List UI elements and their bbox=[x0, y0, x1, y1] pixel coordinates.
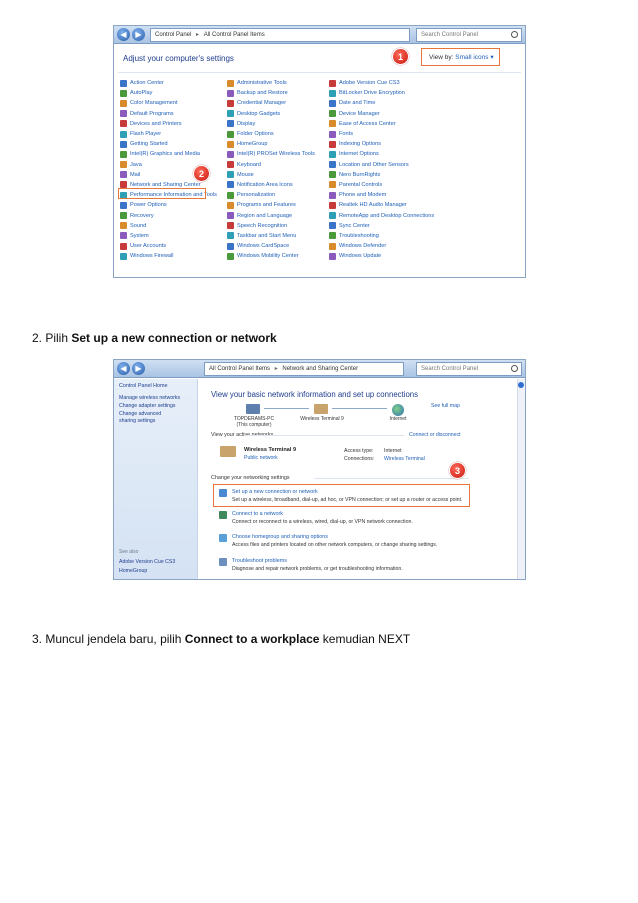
homegroup-icon bbox=[219, 534, 227, 542]
control-panel-item-icon bbox=[120, 243, 127, 250]
control-panel-item[interactable] bbox=[227, 129, 342, 139]
control-panel-item-label: User Accounts bbox=[130, 243, 167, 250]
control-panel-item-label: Color Management bbox=[130, 100, 178, 107]
computer-name: TOPDERAMS-PC bbox=[233, 416, 275, 422]
help-icon[interactable] bbox=[518, 382, 524, 388]
connections-label: Connections: bbox=[344, 456, 375, 462]
control-panel-item[interactable] bbox=[120, 119, 235, 129]
control-panel-item[interactable] bbox=[120, 109, 235, 119]
control-panel-item-icon bbox=[329, 202, 336, 209]
control-panel-item-icon bbox=[227, 222, 234, 229]
control-panel-item-icon bbox=[329, 80, 336, 87]
divider bbox=[244, 435, 404, 436]
connect-disconnect-link[interactable]: Connect or disconnect bbox=[409, 432, 461, 438]
control-panel-item[interactable] bbox=[329, 119, 444, 129]
control-panel-item-icon bbox=[227, 151, 234, 158]
troubleshoot-icon bbox=[219, 558, 227, 566]
control-panel-item-label: Date and Time bbox=[339, 100, 376, 107]
connection-line bbox=[332, 408, 387, 409]
control-panel-item-icon bbox=[227, 131, 234, 138]
control-panel-item-label: Flash Player bbox=[130, 131, 162, 138]
internet-label: Internet bbox=[389, 416, 407, 422]
computer-label bbox=[224, 416, 284, 428]
control-panel-item[interactable] bbox=[120, 251, 235, 261]
control-panel-item-label: Folder Options bbox=[237, 131, 274, 138]
control-panel-item[interactable] bbox=[227, 88, 342, 98]
control-panel-item[interactable] bbox=[227, 251, 342, 261]
computer-sub: (This computer) bbox=[236, 422, 272, 428]
control-panel-item-label: System bbox=[130, 232, 149, 239]
access-info bbox=[344, 447, 425, 463]
control-panel-item-icon bbox=[120, 253, 127, 260]
control-panel-item[interactable] bbox=[329, 170, 444, 180]
control-panel-item-label: Intel(R) Graphics and Media bbox=[130, 151, 200, 158]
control-panel-item-label: Fonts bbox=[339, 131, 353, 138]
control-panel-item[interactable] bbox=[227, 221, 342, 231]
breadcrumb-item[interactable]: All Control Panel Items bbox=[209, 366, 271, 372]
control-panel-item[interactable] bbox=[227, 200, 342, 210]
search-input[interactable] bbox=[416, 362, 522, 376]
control-panel-item-label: Ease of Access Center bbox=[339, 120, 396, 127]
control-panel-item-label: Credential Manager bbox=[237, 100, 287, 107]
control-panel-item-label: Display bbox=[237, 120, 256, 127]
highlight-box-view-by bbox=[421, 48, 500, 66]
control-panel-item-icon bbox=[329, 181, 336, 188]
control-panel-item[interactable] bbox=[120, 221, 235, 231]
caption-bold-text: Set up a new connection or network bbox=[71, 331, 277, 345]
control-panel-item-label: RemoteApp and Desktop Connections bbox=[339, 212, 435, 219]
breadcrumb-chevron-icon: ▸ bbox=[196, 32, 200, 38]
control-panel-item-label: Devices and Printers bbox=[130, 120, 182, 127]
title-bar bbox=[114, 360, 525, 378]
control-panel-item[interactable] bbox=[227, 109, 342, 119]
control-panel-item-label: Action Center bbox=[130, 80, 164, 87]
control-panel-item[interactable] bbox=[227, 170, 342, 180]
control-panel-item[interactable] bbox=[329, 129, 444, 139]
network-bench-icon bbox=[220, 446, 236, 457]
control-panel-item-icon bbox=[227, 161, 234, 168]
task-link[interactable]: Set up a new connection or network bbox=[232, 489, 318, 495]
connect-network-icon bbox=[219, 511, 227, 519]
control-panel-item-icon bbox=[329, 131, 336, 138]
active-networks-header: View your active networks bbox=[211, 432, 274, 438]
control-panel-item-icon bbox=[227, 141, 234, 148]
control-panel-item-label: Backup and Restore bbox=[237, 90, 288, 97]
control-panel-item-icon bbox=[329, 222, 336, 229]
back-button[interactable]: ◀ bbox=[117, 28, 130, 41]
control-panel-item-icon bbox=[329, 212, 336, 219]
search-icon[interactable] bbox=[511, 31, 518, 38]
control-panel-item-label: Mouse bbox=[237, 171, 254, 178]
control-panel-item[interactable] bbox=[329, 78, 444, 88]
task-desc: Connect or reconnect to a wireless, wired, dial-up, or VPN network connection. bbox=[232, 519, 413, 525]
control-panel-item[interactable] bbox=[329, 231, 444, 241]
sidebar-item-wireless[interactable]: Manage wireless networks bbox=[119, 395, 181, 401]
control-panel-item-label: Personalization bbox=[237, 192, 276, 199]
control-panel-item-label: Programs and Features bbox=[237, 202, 296, 209]
control-panel-item[interactable] bbox=[329, 221, 444, 231]
step-badge-1: 1 bbox=[392, 48, 409, 65]
task-link[interactable]: Choose homegroup and sharing options bbox=[232, 534, 328, 540]
control-panel-item-icon bbox=[227, 80, 234, 87]
control-panel-item[interactable] bbox=[120, 160, 235, 170]
control-panel-item[interactable] bbox=[227, 231, 342, 241]
forward-button[interactable]: ▶ bbox=[132, 28, 145, 41]
control-panel-column bbox=[227, 78, 342, 261]
breadcrumb-item[interactable]: Control Panel bbox=[155, 32, 192, 38]
view-by-value[interactable]: Small icons bbox=[455, 54, 489, 61]
control-panel-item-icon bbox=[227, 212, 234, 219]
control-panel-item-icon bbox=[329, 100, 336, 107]
control-panel-item[interactable] bbox=[329, 160, 444, 170]
sidebar-item-advanced-sharing[interactable]: Change advanced sharing settings bbox=[119, 411, 162, 424]
task-desc: Diagnose and repair network problems, or get troubleshooting information. bbox=[232, 566, 403, 572]
control-panel-item-icon bbox=[329, 171, 336, 178]
control-panel-item-icon bbox=[120, 90, 127, 97]
control-panel-item-label: Internet Options bbox=[339, 151, 379, 158]
control-panel-item-label: Realtek HD Audio Manager bbox=[339, 202, 407, 209]
control-panel-item[interactable] bbox=[120, 88, 235, 98]
divider bbox=[314, 478, 469, 479]
search-icon[interactable] bbox=[511, 365, 518, 372]
control-panel-item-label: Mail bbox=[130, 171, 141, 178]
sidebar-item-adobe[interactable]: Adobe Version Cue CS3 bbox=[119, 559, 176, 565]
control-panel-item[interactable] bbox=[120, 241, 235, 251]
control-panel-item-label: Windows Update bbox=[339, 253, 382, 260]
control-panel-item-label: Network and Sharing Center bbox=[130, 181, 201, 188]
control-panel-item[interactable] bbox=[120, 98, 235, 108]
control-panel-item-label: Phone and Modem bbox=[339, 192, 387, 199]
search-placeholder: Search Control Panel bbox=[421, 32, 479, 38]
change-settings-header: Change your networking settings bbox=[211, 475, 290, 481]
connection-line bbox=[264, 408, 309, 409]
control-panel-item-label: Java bbox=[130, 161, 142, 168]
control-panel-item-label: Keyboard bbox=[237, 161, 261, 168]
network-label: Wireless Terminal 9 bbox=[300, 416, 344, 422]
control-panel-item-icon bbox=[120, 131, 127, 138]
control-panel-item-icon bbox=[120, 202, 127, 209]
control-panel-item[interactable] bbox=[329, 180, 444, 190]
control-panel-item-icon bbox=[120, 151, 127, 158]
connections-link[interactable]: Wireless Terminal bbox=[384, 456, 425, 462]
caption-bold-text: Connect to a workplace bbox=[184, 632, 320, 646]
task-link[interactable]: Troubleshoot problems bbox=[232, 558, 287, 564]
control-panel-item-label: Troubleshooting bbox=[339, 232, 379, 239]
sidebar bbox=[114, 379, 198, 579]
task-link[interactable]: Connect to a network bbox=[232, 511, 283, 517]
control-panel-item-icon bbox=[120, 161, 127, 168]
caption-text: 3. Muncul jendela baru, pilih bbox=[32, 632, 185, 646]
control-panel-item-label: Administrative Tools bbox=[237, 80, 287, 87]
control-panel-item[interactable] bbox=[120, 231, 235, 241]
control-panel-item-label: Sound bbox=[130, 222, 147, 229]
active-network-name: Wireless Terminal 9 bbox=[244, 447, 297, 453]
address-bar[interactable] bbox=[204, 362, 404, 376]
control-panel-item-icon bbox=[227, 253, 234, 260]
control-panel-item-icon bbox=[227, 243, 234, 250]
breadcrumb-chevron-icon: ▸ bbox=[274, 366, 278, 372]
access-type-row bbox=[344, 447, 402, 455]
control-panel-item-label: Parental Controls bbox=[339, 181, 383, 188]
task-desc: Access files and printers located on other network computers, or change sharing settings. bbox=[232, 542, 438, 548]
control-panel-item-label: AutoPlay bbox=[130, 90, 153, 97]
control-panel-item-icon bbox=[120, 110, 127, 117]
control-panel-item-label: Location and Other Sensors bbox=[339, 161, 409, 168]
control-panel-item[interactable] bbox=[120, 210, 235, 220]
connections-row bbox=[344, 455, 425, 463]
control-panel-item-icon bbox=[227, 232, 234, 239]
control-panel-item-icon bbox=[329, 90, 336, 97]
highlight-box-new-connection bbox=[213, 484, 470, 507]
control-panel-item-icon bbox=[120, 141, 127, 148]
control-panel-item[interactable] bbox=[329, 98, 444, 108]
control-panel-item-label: Windows Defender bbox=[339, 243, 387, 250]
control-panel-window bbox=[113, 25, 526, 278]
control-panel-item-icon bbox=[329, 120, 336, 127]
control-panel-item-label: HomeGroup bbox=[237, 141, 268, 148]
control-panel-item-icon bbox=[227, 100, 234, 107]
control-panel-item-label: Getting Started bbox=[130, 141, 168, 148]
control-panel-item-icon bbox=[120, 232, 127, 239]
scrollbar[interactable] bbox=[517, 379, 525, 579]
control-panel-item-icon bbox=[227, 181, 234, 188]
control-panel-item[interactable] bbox=[227, 210, 342, 220]
access-type-label: Access type: bbox=[344, 448, 374, 454]
control-panel-item-icon bbox=[227, 90, 234, 97]
back-button[interactable]: ◀ bbox=[117, 362, 130, 375]
control-panel-column bbox=[329, 78, 444, 261]
control-panel-item[interactable] bbox=[120, 149, 235, 159]
control-panel-item-label: Intel(R) PROSet Wireless Tools bbox=[237, 151, 315, 158]
control-panel-item-icon bbox=[329, 232, 336, 239]
control-panel-item[interactable] bbox=[227, 139, 342, 149]
control-panel-item-label: Nero BurnRights bbox=[339, 171, 381, 178]
control-panel-item-label: Windows Firewall bbox=[130, 253, 174, 260]
control-panel-column bbox=[120, 78, 235, 261]
sidebar-item-home[interactable]: Control Panel Home bbox=[119, 383, 168, 389]
control-panel-item[interactable] bbox=[227, 78, 342, 88]
control-panel-item-label: Taskbar and Start Menu bbox=[237, 232, 297, 239]
step-badge-2: 2 bbox=[193, 165, 210, 182]
control-panel-item[interactable] bbox=[120, 200, 235, 210]
control-panel-item[interactable] bbox=[120, 170, 235, 180]
control-panel-item-label: Desktop Gadgets bbox=[237, 110, 281, 117]
control-panel-item[interactable] bbox=[227, 98, 342, 108]
control-panel-item-icon bbox=[329, 151, 336, 158]
caption-text: kemudian NEXT bbox=[319, 632, 411, 646]
control-panel-item[interactable] bbox=[329, 251, 444, 261]
access-type-value: Internet bbox=[384, 448, 402, 454]
control-panel-item-label: Performance Information and Tools bbox=[130, 192, 217, 199]
control-panel-item-label: Windows Mobility Center bbox=[237, 253, 299, 260]
control-panel-item-icon bbox=[329, 253, 336, 260]
control-panel-item[interactable] bbox=[329, 109, 444, 119]
control-panel-item-icon bbox=[329, 141, 336, 148]
control-panel-item-label: BitLocker Drive Encryption bbox=[339, 90, 405, 97]
see-full-map-link[interactable]: See full map bbox=[431, 403, 460, 409]
page-title: View your basic network information and set up connections bbox=[211, 390, 419, 399]
control-panel-item-label: Default Programs bbox=[130, 110, 174, 117]
task-desc: Set up a wireless, broadband, dial-up, ad hoc, or VPN connection; or set up a router or access point. bbox=[232, 497, 463, 503]
control-panel-item-icon bbox=[227, 171, 234, 178]
control-panel-item-label: Indexing Options bbox=[339, 141, 381, 148]
control-panel-item[interactable] bbox=[227, 119, 342, 129]
control-panel-item-icon bbox=[329, 192, 336, 199]
computer-icon bbox=[246, 404, 260, 414]
control-panel-item[interactable] bbox=[227, 190, 342, 200]
sidebar-item-adapter[interactable]: Change adapter settings bbox=[119, 403, 176, 409]
highlight-box-network-sharing bbox=[118, 188, 206, 199]
control-panel-item[interactable] bbox=[329, 190, 444, 200]
network-type-link[interactable]: Public network bbox=[244, 455, 278, 461]
title-bar bbox=[114, 26, 525, 44]
control-panel-item[interactable] bbox=[120, 129, 235, 139]
control-panel-item-label: Notification Area Icons bbox=[237, 181, 293, 188]
control-panel-item-icon bbox=[227, 192, 234, 199]
control-panel-item-label: Speech Recognition bbox=[237, 222, 288, 229]
control-panel-item[interactable] bbox=[120, 139, 235, 149]
search-placeholder: Search Control Panel bbox=[421, 366, 479, 372]
control-panel-item-icon bbox=[227, 110, 234, 117]
breadcrumb-item[interactable]: Network and Sharing Center bbox=[282, 366, 359, 372]
control-panel-item-label: Windows CardSpace bbox=[237, 243, 290, 250]
search-input[interactable] bbox=[416, 28, 522, 42]
globe-icon bbox=[392, 404, 404, 416]
sidebar-item-homegroup[interactable]: HomeGroup bbox=[119, 568, 148, 574]
control-panel-item-icon bbox=[227, 120, 234, 127]
forward-button[interactable]: ▶ bbox=[132, 362, 145, 375]
control-panel-item[interactable] bbox=[329, 149, 444, 159]
control-panel-item-icon bbox=[120, 212, 127, 219]
control-panel-item-label: Region and Language bbox=[237, 212, 293, 219]
control-panel-item-label: Device Manager bbox=[339, 110, 380, 117]
control-panel-item[interactable] bbox=[329, 139, 444, 149]
control-panel-item-icon bbox=[227, 202, 234, 209]
control-panel-item[interactable] bbox=[227, 149, 342, 159]
caption-text: 2. Pilih bbox=[32, 331, 72, 345]
view-by-label: View by: bbox=[429, 54, 454, 61]
page-title: Adjust your computer's settings bbox=[123, 54, 234, 63]
control-panel-item-label: Power Options bbox=[130, 202, 167, 209]
bench-icon bbox=[314, 404, 328, 414]
control-panel-item[interactable] bbox=[120, 78, 235, 88]
control-panel-item-label: Sync Center bbox=[339, 222, 370, 229]
breadcrumb-item[interactable]: All Control Panel Items bbox=[203, 32, 265, 38]
control-panel-item-icon bbox=[329, 110, 336, 117]
control-panel-item-icon bbox=[120, 80, 127, 87]
see-also-label: See also bbox=[119, 549, 139, 555]
control-panel-item-icon bbox=[329, 161, 336, 168]
control-panel-item-icon bbox=[120, 100, 127, 107]
control-panel-item[interactable] bbox=[227, 241, 342, 251]
control-panel-item-label: Recovery bbox=[130, 212, 154, 219]
step-3-caption bbox=[32, 632, 410, 646]
control-panel-item[interactable] bbox=[227, 160, 342, 170]
control-panel-item[interactable] bbox=[329, 241, 444, 251]
control-panel-item-icon bbox=[120, 222, 127, 229]
chevron-down-icon[interactable]: ▾ bbox=[490, 54, 494, 61]
step-2-caption bbox=[32, 331, 277, 345]
address-bar[interactable] bbox=[150, 28, 410, 42]
control-panel-item[interactable] bbox=[329, 200, 444, 210]
control-panel-item[interactable] bbox=[329, 88, 444, 98]
control-panel-item[interactable] bbox=[227, 180, 342, 190]
control-panel-item-icon bbox=[120, 171, 127, 178]
control-panel-item-icon bbox=[120, 120, 127, 127]
divider bbox=[118, 72, 521, 73]
step-badge-3: 3 bbox=[449, 462, 466, 479]
control-panel-item-icon bbox=[329, 243, 336, 250]
control-panel-item[interactable] bbox=[329, 210, 444, 220]
control-panel-item-label: Adobe Version Cue CS3 bbox=[339, 80, 400, 87]
